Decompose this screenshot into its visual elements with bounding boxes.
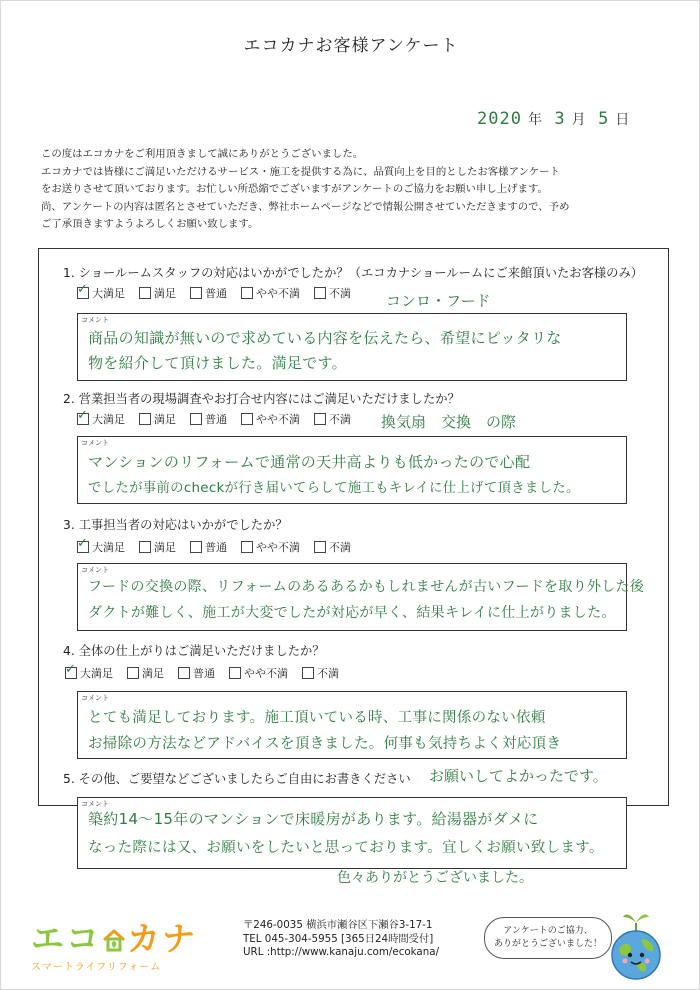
comment-line: 商品の知識が無いので求めている内容を伝えたら、希望にピッタリな — [88, 329, 562, 347]
comment-box-5[interactable] — [77, 797, 627, 869]
comment-label: コメント — [81, 566, 109, 574]
checkbox-checked[interactable] — [77, 541, 89, 553]
date-year-unit: 年 — [527, 112, 542, 128]
checkbox[interactable] — [241, 287, 253, 299]
rating-options-1 — [77, 285, 351, 301]
option-label: 普通 — [205, 287, 227, 300]
comment-box-4[interactable] — [77, 691, 627, 759]
option-somewhat-dissatisfied[interactable] — [241, 411, 300, 427]
rating-options-3 — [77, 539, 351, 555]
checkbox[interactable] — [302, 667, 314, 679]
comment-line: でしたが事前のcheckが行き届いてらして施工もキレイに仕上げて頂きました。 — [88, 481, 580, 496]
option-dissatisfied[interactable] — [314, 285, 351, 301]
ecokana-logo — [31, 913, 197, 973]
comment-line: 物を紹介して頂けました。満足です。 — [88, 354, 347, 372]
intro-line: この度はエコカナをご利用頂きまして誠にありがとうございました。 — [41, 148, 364, 160]
date-year: 2020 — [477, 109, 522, 129]
option-somewhat-dissatisfied[interactable] — [241, 539, 300, 555]
option-label: 不満 — [329, 413, 351, 426]
option-very-satisfied[interactable] — [77, 539, 125, 555]
date-field — [477, 109, 637, 129]
house-icon — [101, 927, 127, 953]
rating-options-4 — [65, 665, 339, 681]
option-dissatisfied[interactable] — [314, 539, 351, 555]
option-label: 満足 — [154, 287, 176, 300]
comment-line: お掃除の方法などアドバイスを頂きました。何事も気持ちよく対応頂き — [88, 736, 562, 752]
thanks-speech-bubble — [484, 917, 612, 959]
intro-line: ご了承頂きますようよろしくお願い致します。 — [41, 218, 259, 231]
company-address — [243, 919, 439, 960]
option-label: やや不満 — [256, 287, 300, 300]
checkbox[interactable] — [139, 287, 151, 299]
checkbox[interactable] — [241, 413, 253, 425]
option-label: 大満足 — [92, 413, 125, 426]
comment-line: フードの交換の際、リフォームのあるあるかもしれませんが古いフードを取り外した後 — [88, 579, 645, 595]
handwritten-note-2: 換気扇 交換 の際 — [381, 413, 517, 431]
date-day: 5 — [598, 109, 610, 129]
option-satisfied[interactable] — [139, 539, 176, 555]
option-label: 満足 — [142, 667, 164, 680]
option-normal[interactable] — [178, 665, 215, 681]
option-label: 普通 — [193, 667, 215, 680]
date-day-unit: 日 — [615, 112, 630, 128]
option-label: 大満足 — [92, 541, 125, 554]
comment-label: コメント — [81, 316, 109, 324]
bubble-line: ありがとうございました！ — [493, 939, 602, 949]
intro-line: をお送りさせて頂いております。お忙しい所恐縮でございますがアンケートのご協力をお願い申し上げます。 — [41, 183, 548, 196]
option-label: 満足 — [154, 413, 176, 426]
intro-line: 尚、アンケートの内容は匿名とさせていただき、弊社ホームページなどで情報公開させていただきますので、予め — [41, 200, 570, 213]
option-normal[interactable] — [190, 285, 227, 301]
option-somewhat-dissatisfied[interactable] — [241, 285, 300, 301]
phone-line: TEL 045-304-5955 [365日24時間受付] — [243, 932, 434, 945]
handwritten-thanks: 色々ありがとうございました。 — [337, 870, 533, 886]
logo-subtitle: スマートライフリフォーム — [31, 962, 162, 973]
address-line: 〒246-0035 横浜市瀬谷区下瀬谷3-17-1 — [243, 919, 433, 931]
checkbox[interactable] — [314, 287, 326, 299]
checkbox[interactable] — [178, 667, 190, 679]
question-3: 3. 工事担当者の対応はいかがでしたか？ — [63, 518, 288, 532]
comment-label: コメント — [81, 800, 109, 808]
option-satisfied[interactable] — [139, 285, 176, 301]
date-month-unit: 月 — [571, 112, 586, 128]
checkbox-checked[interactable] — [77, 413, 89, 425]
question-4: 4. 全体の仕上がりはご満足いただけましたか？ — [63, 644, 325, 658]
option-label: やや不満 — [256, 413, 300, 426]
comment-line: マンションのリフォームで通常の天井高よりも低かったので心配 — [88, 453, 531, 471]
option-very-satisfied[interactable] — [77, 411, 125, 427]
comment-line: とても満足しております。施工頂いている時、工事に関係のない依頼 — [88, 710, 546, 726]
logo-text-left: エコ — [31, 919, 101, 958]
checkbox[interactable] — [241, 541, 253, 553]
url-line[interactable]: URL :http://www.kanaju.com/ecokana/ — [243, 946, 440, 958]
option-normal[interactable] — [190, 539, 227, 555]
option-label: 普通 — [205, 541, 227, 554]
checkbox[interactable] — [314, 541, 326, 553]
comment-line: なった際には又、お願いをしたいと思っております。宜しくお願い致します。 — [88, 840, 604, 856]
comment-box-1[interactable] — [77, 313, 627, 381]
checkbox-checked[interactable] — [65, 667, 77, 679]
checkbox-checked[interactable] — [77, 287, 89, 299]
question-5: 5. その他、ご要望などございましたらご自由にお書きください — [63, 772, 411, 786]
bubble-line: アンケートのご協力、 — [503, 926, 593, 936]
option-label: 大満足 — [80, 667, 113, 680]
checkbox[interactable] — [139, 541, 151, 553]
checkbox[interactable] — [190, 541, 202, 553]
option-dissatisfied[interactable] — [314, 411, 351, 427]
option-label: 不満 — [329, 541, 351, 554]
option-label: 不満 — [317, 667, 339, 680]
option-label: やや不満 — [256, 541, 300, 554]
checkbox[interactable] — [127, 667, 139, 679]
comment-line: ダクトが難しく、施工が大変でしたが対応が早く、結果キレイに仕上がりました。 — [88, 605, 616, 621]
logo-text-right: カナ — [127, 919, 197, 958]
comment-line: 築約14〜15年のマンションで床暖房があります。給湯器がダメに — [88, 810, 539, 828]
checkbox[interactable] — [190, 413, 202, 425]
intro-text — [41, 146, 669, 234]
option-normal[interactable] — [190, 411, 227, 427]
option-label: 大満足 — [92, 287, 125, 300]
option-label: 満足 — [154, 541, 176, 554]
intro-line: エコカナでは皆様にご満足いただけるサービス・施工を提供する為に、品質向上を目的としたお客様アンケート — [41, 165, 560, 178]
rating-options-2 — [77, 411, 351, 427]
question-1: 1. ショールームスタッフの対応はいかがでしたか？（エコカナショールームにご来館頂いたお客様のみ） — [63, 266, 644, 280]
handwritten-note-1: コンロ・フード — [386, 292, 491, 310]
option-label: 不満 — [329, 287, 351, 300]
page-title: エコカナお客様アンケート — [243, 36, 459, 56]
handwritten-note-5: お願いしてよかったです。 — [429, 767, 608, 785]
checkbox[interactable] — [190, 287, 202, 299]
checkbox[interactable] — [139, 413, 151, 425]
globe-mascot-icon — [601, 905, 671, 985]
checkbox[interactable] — [314, 413, 326, 425]
option-dissatisfied[interactable] — [302, 665, 339, 681]
option-satisfied[interactable] — [127, 665, 164, 681]
option-label: 普通 — [205, 413, 227, 426]
comment-box-2[interactable] — [77, 436, 627, 504]
date-month: 3 — [554, 109, 566, 129]
option-label: やや不満 — [244, 667, 288, 680]
comment-label: コメント — [81, 439, 109, 447]
comment-box-3[interactable] — [77, 563, 645, 631]
option-very-satisfied[interactable] — [65, 665, 113, 681]
option-satisfied[interactable] — [139, 411, 176, 427]
comment-label: コメント — [81, 694, 109, 702]
option-somewhat-dissatisfied[interactable] — [229, 665, 288, 681]
checkbox[interactable] — [229, 667, 241, 679]
question-2: 2. 営業担当者の現場調査やお打合せ内容にはご満足いただけましたか？ — [63, 392, 460, 406]
option-very-satisfied[interactable] — [77, 285, 125, 301]
